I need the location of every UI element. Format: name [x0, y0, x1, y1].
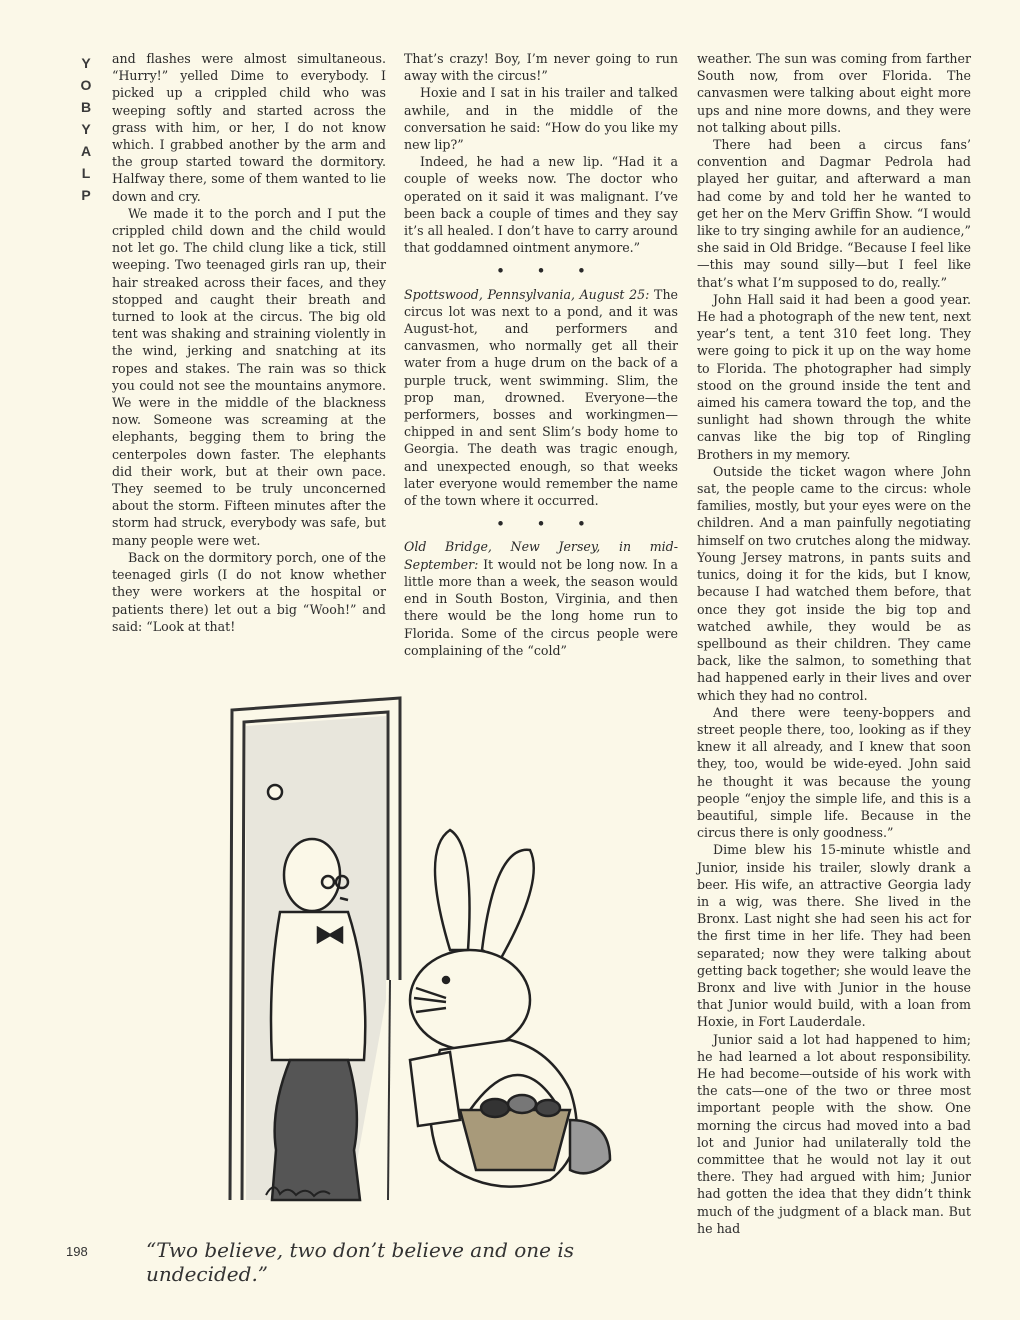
- text-column-1: [112, 50, 386, 635]
- paragraph: Junior said a lot had happened to him; he had learned a lot about responsibility. He had become—outside of his work with the cats—one of the two or three most important people with the show. One morning the circus had moved into a bad lot and Junior had unilaterally told the committee that he would not lay it out there. They had argued with him; Junior had gotten the idea that they didn’t think much of the judgment of a black man. But he had: [697, 1031, 971, 1236]
- text-column-3: [697, 50, 971, 1237]
- dateline-paragraph: [404, 538, 678, 658]
- magazine-name-tab: Y O B Y A L P: [80, 55, 92, 203]
- paragraph: John Hall said it had been a good year. He had a photograph of the new tent, next year’s tent, a tent 310 feet long. They were going to pick it up on the way home to Florida. The photographer had simply stood on the ground inside the tent and aimed his camera toward the top, and the sunlight had shown through the white canvas like the big top of Ringling Brothers in my memory.: [697, 291, 971, 462]
- page-number: 198: [66, 1244, 88, 1259]
- dateline: Spottswood, Pennsylvania, August 25:: [404, 286, 650, 302]
- paragraph: Indeed, he had a new lip. “Had it a couple of weeks now. The doctor who operated on it said it was malignant. I’ve been back a couple of times and they say it’s all healed. I don’t have to carry around that goddamned ointment anymore.”: [404, 154, 678, 256]
- dateline-paragraph: [404, 286, 678, 510]
- paragraph: Dime blew his 15-minute whistle and Junior, inside his trailer, slowly drank a beer. His wife, an attractive Georgia lady in a wig, was there. She lived in the Bronx. Last night she had seen his act for the first time in her life. They had been separated; now they were talking about getting back together; she would leave the Bronx and live with Junior in the house that Junior would build, with a loan from Hoxie, in Fort Lauderdale.: [697, 842, 971, 1030]
- cartoon-illustration: [150, 680, 690, 1220]
- section-separator: • • •: [496, 516, 600, 532]
- dateline-text: The circus lot was next to a pond, and it was August-hot, and performers and canvasmen, who normally get all their water from a huge drum on the back of a purple truck, went swimming. Slim, the prop man, drowned. Everyone—the performers, bosses and workingmen—chipped in and sent Slim’s body home to Georgia. The death was tragic enough, and unexpected enough, so that weeks later everyone would remember the name of the town where it occurred.: [404, 286, 679, 509]
- paragraph: Outside the ticket wagon where John sat, the people came to the circus: whole families, mostly, but your eyes were on the children. And a man painfully negotiating himself on two crutches along the midway. Young Jersey matrons, in pants suits and tunics, doing it for the kids, but I know, because I had watched them before, that once they got inside the big top and watched awhile, they would be as spellbound as their children. They came back, like the salmon, to something that had happened early in their lives and over which they had no control.: [697, 463, 971, 703]
- paragraph: Back on the dormitory porch, one of the teenaged girls (I do not know whether they were workers at the hospital or patients there) let out a big “Wooh!” and said: “Look at that!: [112, 549, 386, 634]
- paragraph: and flashes were almost simultaneous. “Hurry!” yelled Dime to everybody. I picked up a crippled child who was weeping softly and started across the grass with him, or her, I do not know which. I grabbed another by the arm and the group started toward the dormitory. Halfway there, some of them wanted to lie down and cry.: [112, 51, 386, 204]
- text-column-2: [404, 50, 678, 659]
- paragraph: And there were teeny-boppers and street people there, too, looking as if they knew it all already, and I knew that soon they, too, would be wide-eyed. John said he thought it was because the young people “enjoy the simple life, and this is a beautiful, simple life. Because in the circus there is only goodness.”: [697, 704, 971, 841]
- paragraph: That’s crazy! Boy, I’m never going to run away with the circus!”: [404, 51, 678, 84]
- dateline-text: It would not be long now. In a little more than a week, the season would end in South Boston, Virginia, and then there would be the long home run to Florida. Some of the circus people were complaining of the “cold”: [404, 556, 678, 658]
- dateline: Old Bridge, New Jersey, in mid-September:: [404, 539, 678, 572]
- paragraph: We made it to the porch and I put the crippled child down and the child would not let go. The child clung like a tick, still weeping. Two teenaged girls ran up, their hair streaked across their faces, and they stopped and caught their breath and turned to look at the circus. The big old tent was shaking and straining violently in the wind, jerking and snatching at its ropes and stakes. The rain was so thick you could not see the mountains anymore. We were in the middle of the blackness now. Someone was screaming at the elephants, begging them to bring the centerpoles down faster. The elephants did their work, but at their own pace. They seemed to be truly unconcerned about the storm. Fifteen minutes after the storm had struck, everybody was safe, but many people were wet.: [112, 205, 386, 548]
- paragraph: Hoxie and I sat in his trailer and talked awhile, and in the middle of the conversation he said: “How do you like my new lip?”: [404, 85, 678, 153]
- paragraph: weather. The sun was coming from farther South now, from over Florida. The canvasmen were talking about eight more ups and nine more downs, and they were not talking about pills.: [697, 51, 971, 135]
- section-separator: • • •: [496, 263, 600, 279]
- cartoon-caption: “Two believe, two don’t believe and one is undecided.”: [146, 1238, 575, 1286]
- paragraph: There had been a circus fans’ convention and Dagmar Pedrola had played her guitar, and afterward a man had come by and told her he wanted to get her on the Merv Griffin Show. “I would like to try singing awhile for an audience,” she said in Old Bridge. “Because I feel like—this may sound silly—but I feel like that’s what I’m supposed to do, really.”: [697, 137, 971, 290]
